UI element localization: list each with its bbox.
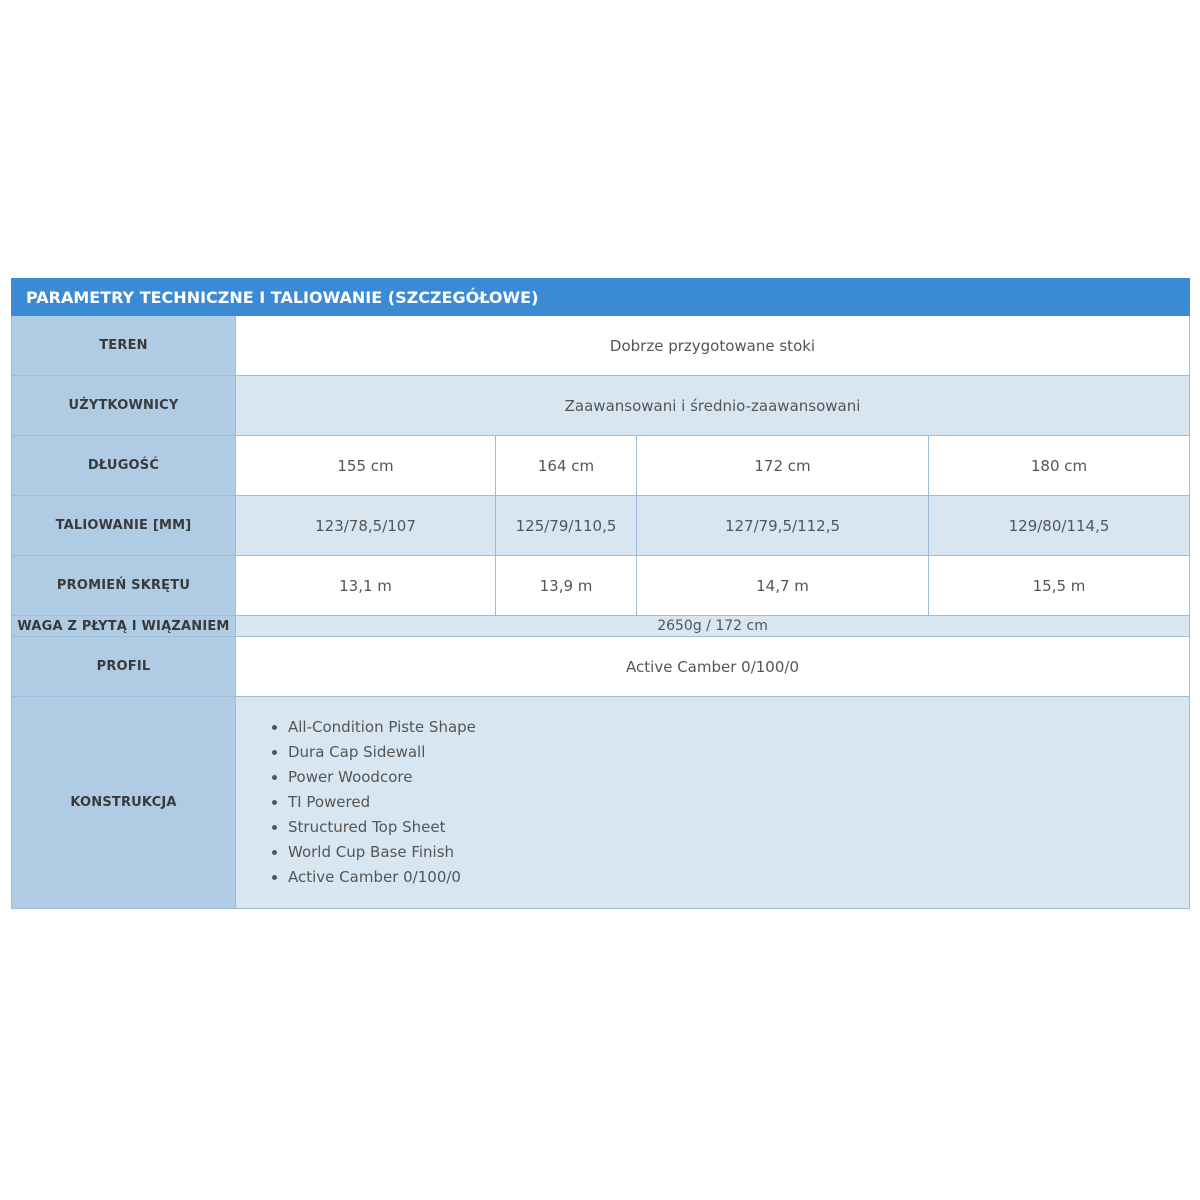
construction-list	[236, 715, 1189, 890]
row-value-profil: Active Camber 0/100/0	[236, 637, 1190, 697]
length-value: 155 cm	[236, 436, 496, 496]
row-value-teren: Dobrze przygotowane stoki	[236, 316, 1190, 376]
table-row-promien	[12, 556, 1190, 616]
row-label-waga: WAGA Z PŁYTĄ I WIĄZANIEM	[12, 616, 236, 637]
length-value: 164 cm	[496, 436, 637, 496]
row-label-uzytkownicy: UŻYTKOWNICY	[12, 376, 236, 436]
list-item: • All-Condition Piste Shape	[288, 715, 1189, 740]
row-label-dlugosc: DŁUGOŚĆ	[12, 436, 236, 496]
list-item: • TI Powered	[288, 790, 1189, 815]
length-value: 172 cm	[637, 436, 929, 496]
row-label-teren: TEREN	[12, 316, 236, 376]
sidecut-value: 123/78,5/107	[236, 496, 496, 556]
spec-table	[11, 278, 1190, 909]
table-row-taliowanie	[12, 496, 1190, 556]
row-value-uzytkownicy: Zaawansowani i średnio-zaawansowani	[236, 376, 1190, 436]
row-label-konstrukcja: KONSTRUKCJA	[12, 697, 236, 909]
table-row-uzytkownicy	[12, 376, 1190, 436]
table-row-profil	[12, 637, 1190, 697]
list-item: • Dura Cap Sidewall	[288, 740, 1189, 765]
sidecut-value: 127/79,5/112,5	[637, 496, 929, 556]
row-value-konstrukcja	[236, 697, 1190, 909]
sidecut-value: 129/80/114,5	[929, 496, 1190, 556]
length-value: 180 cm	[929, 436, 1190, 496]
radius-value: 13,1 m	[236, 556, 496, 616]
sidecut-value: 125/79/110,5	[496, 496, 637, 556]
list-item: • Active Camber 0/100/0	[288, 865, 1189, 890]
list-item: • Structured Top Sheet	[288, 815, 1189, 840]
row-label-promien: PROMIEŃ SKRĘTU	[12, 556, 236, 616]
row-label-profil: PROFIL	[12, 637, 236, 697]
table-header-row	[12, 279, 1190, 316]
table-row-konstrukcja	[12, 697, 1190, 909]
table-row-dlugosc	[12, 436, 1190, 496]
row-label-taliowanie: TALIOWANIE [MM]	[12, 496, 236, 556]
table-row-waga	[12, 616, 1190, 637]
radius-value: 13,9 m	[496, 556, 637, 616]
list-item: • World Cup Base Finish	[288, 840, 1189, 865]
row-value-waga: 2650g / 172 cm	[236, 616, 1190, 637]
list-item: • Power Woodcore	[288, 765, 1189, 790]
radius-value: 15,5 m	[929, 556, 1190, 616]
radius-value: 14,7 m	[637, 556, 929, 616]
table-title: PARAMETRY TECHNICZNE I TALIOWANIE (SZCZEGÓŁOWE)	[12, 279, 1190, 316]
table-row-teren	[12, 316, 1190, 376]
